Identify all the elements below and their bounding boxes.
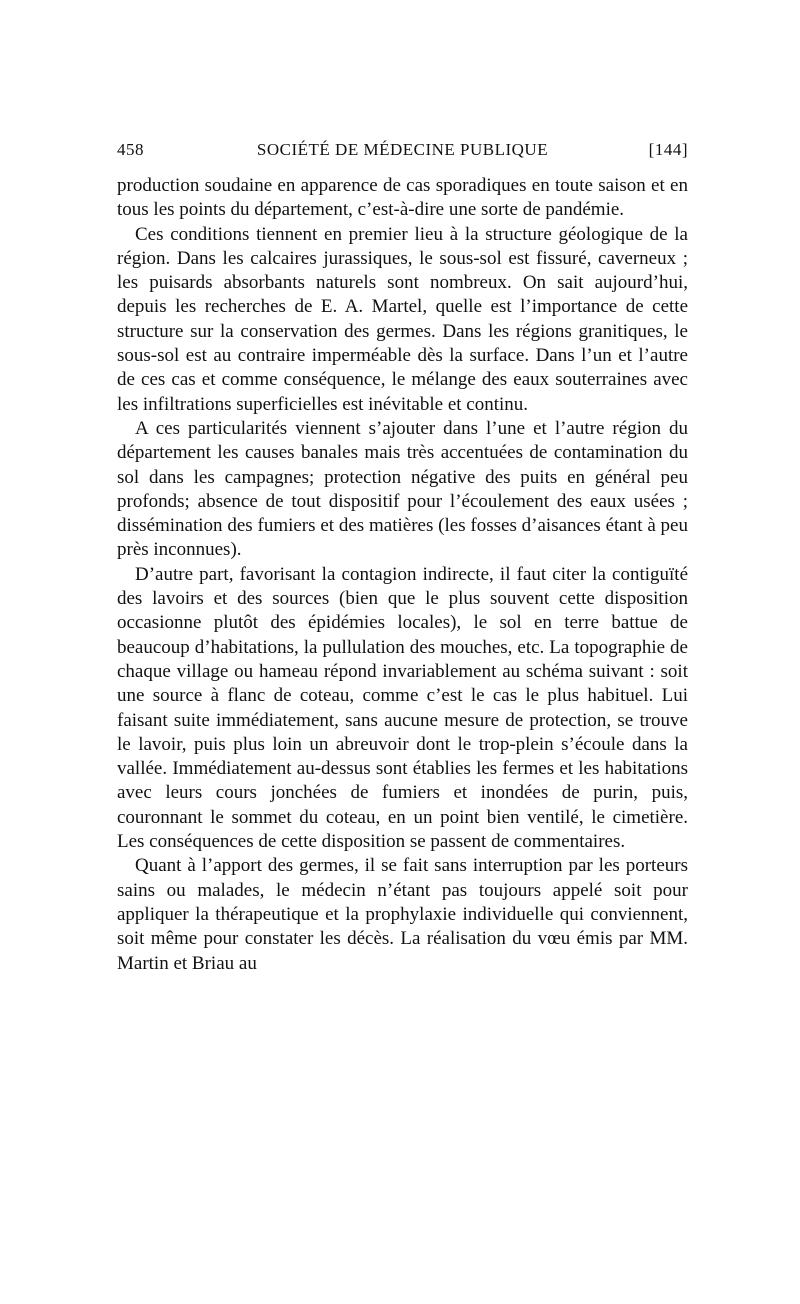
running-head [117, 140, 688, 164]
paragraph-contamination-causes: A ces particularités viennent s’ajouter dans l’une et l’autre région du département les causes banales mais très accentuées de contamination du sol dans les campagnes; protection négative des puits en général peu profonds; absence de tout dispositif pour l’écoulement des eaux usées ; dissémination des fumiers et des matières (les fosses d’aisances étant à peu près inconnues). [117, 417, 688, 561]
paragraph-germ-carriers: Quant à l’apport des germes, il se fait sans interruption par les porteurs sains ou malades, le médecin n’étant pas toujours appelé soit pour appliquer la thérapeutique et la prophylaxie individuelle qui conviennent, soit même pour constater les décès. La réalisation du vœu émis par MM. Martin et Briau au [117, 855, 688, 974]
body-text [117, 174, 688, 976]
signature-mark: [144] [648, 140, 688, 159]
paragraph-continuation: production soudaine en apparence de cas sporadiques en toute saison et en tous les points du département, c’est-à-dire une sorte de pandémie. [117, 175, 688, 221]
running-title: SOCIÉTÉ DE MÉDECINE PUBLIQUE [256, 140, 549, 159]
paragraph-village-topography: D’autre part, favorisant la contagion indirecte, il faut citer la contiguïté des lavoirs et des sources (bien que le plus souvent cette disposition occasionne plutôt des épidémies locales), le sol en terre battue de beaucoup d’habitations, la pullulation des mouches, etc. La topographie de chaque village ou hameau répond invariablement au schéma suivant : soit une source à flanc de coteau, comme c’est le cas le plus habituel. Lui faisant suite immédiatement, sans aucune mesure de protection, se trouve le lavoir, puis plus loin un abreuvoir dont le trop-plein s’écoule dans la vallée. Immédiatement au-dessus sont établies les fermes et les habitations avec leurs cours jonchées de fumiers et inondées de purin, puis, couronnant le sommet du coteau, en un point bien ventilé, le cimetière. Les conséquences de cette disposition se passent de commentaires. [117, 563, 688, 853]
paragraph-geology: Ces conditions tiennent en premier lieu à la structure géologique de la région. Dans les calcaires jurassiques, le sous-sol est fissuré, caverneux ; les puisards absorbants naturels sont nombreux. On sait aujourd’hui, depuis les recherches de E. A. Martel, quelle est l’importance de cette structure sur la conservation des germes. Dans les régions granitiques, le sous-sol est au contraire imperméable dès la surface. Dans l’un et l’autre de ces cas et comme conséquence, le mélange des eaux souterraines avec les infiltrations superficielles est inévitable et continu. [117, 223, 688, 415]
page-number: 458 [117, 140, 144, 159]
